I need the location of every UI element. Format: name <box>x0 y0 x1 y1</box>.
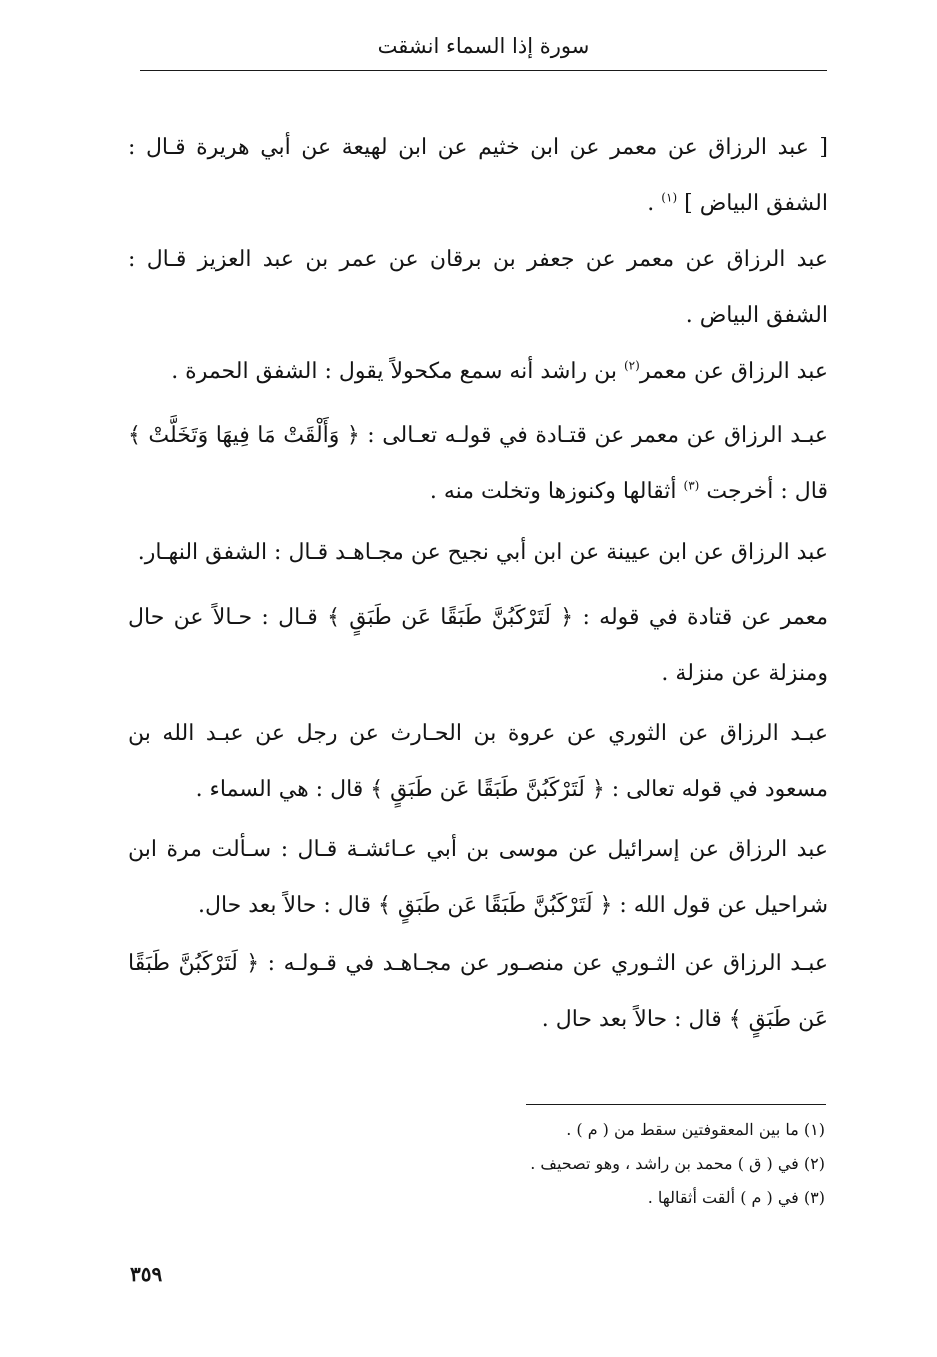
paragraph-8 <box>128 822 828 934</box>
header-divider <box>140 70 827 71</box>
footnote-divider <box>526 1104 826 1105</box>
paragraph-tail: . <box>647 191 662 216</box>
paragraph-6 <box>128 590 828 702</box>
paragraph-text: عبد الرزاق عن إسرائيل عن موسى بن أبي عـائشـة قـال : سـألت مرة ابن شراحيل عن قول الله : ﴿ لَتَرْكَبُنَّ طَبَقًا عَن طَبَقٍ ﴾ قال : حالاً بعد حال. <box>128 837 828 918</box>
paragraph-text: عبـد الرزاق عن الثـوري عن منصـور عن مجـاهـد في قـولـه : ﴿ لَتَرْكَبُنَّ طَبَقًا عَن طَبَقٍ ﴾ قال : حالاً بعد حال . <box>128 951 828 1032</box>
paragraph-7 <box>128 706 828 818</box>
footnote-ref: (٢) <box>623 358 640 373</box>
paragraph-text: عبد الرزاق عن معمر <box>639 359 828 384</box>
paragraph-text: [ عبد الرزاق عن معمر عن ابن خثيم عن ابن لهيعة عن أبي هريرة قـال : الشفق البياض ] <box>128 135 828 216</box>
paragraph-3 <box>128 344 828 400</box>
paragraph-4 <box>128 408 828 520</box>
paragraph-tail: أثقالها وكنوزها وتخلت منه . <box>429 479 684 504</box>
paragraph-tail: بن راشد أنه سمع مكحولاً يقول : الشفق الحمرة . <box>171 359 624 384</box>
paragraph-text: عبـد الرزاق عن الثوري عن عروة بن الحـارث عن رجل عن عبـد الله بن مسعود في قوله تعالى : ﴿ لَتَرْكَبُنَّ طَبَقًا عَن طَبَقٍ ﴾ قال : هي السماء . <box>128 721 828 802</box>
footnote-3: (٣) في ( م ) ألقت أثقالها . <box>647 1188 825 1207</box>
page-header-title: سورة إذا السماء انشقت <box>377 34 590 58</box>
paragraph-text: عبد الرزاق عن ابن عيينة عن ابن أبي نجيح عن مجـاهـد قـال : الشفق النهـار. <box>137 540 828 565</box>
paragraph-5 <box>128 525 828 581</box>
footnote-1: (١) ما بين المعقوفتين سقط من ( م ) . <box>566 1120 825 1139</box>
page-number: ٣٥٩ <box>130 1262 163 1286</box>
paragraph-text: عبد الرزاق عن معمر عن جعفر بن برقان عن عمر بن عبد العزيز قـال : الشفق البياض . <box>128 247 828 328</box>
footnote-ref: (١) <box>661 190 678 205</box>
paragraph-9 <box>128 936 828 1048</box>
paragraph-2 <box>128 232 828 344</box>
paragraph-text: معمر عن قتادة في قوله : ﴿ لَتَرْكَبُنَّ طَبَقًا عَن طَبَقٍ ﴾ قـال : حـالاً عن حال ومنزلة عن منزلة . <box>128 605 828 686</box>
paragraph-1 <box>128 120 828 232</box>
footnote-ref: (٣) <box>683 478 700 493</box>
paragraph-text: عبـد الرزاق عن معمر عن قتـادة في قولـه تعـالى : ﴿ وَأَلْقَتْ مَا فِيهَا وَتَخَلَّتْ ﴾ قال : أخرجت <box>128 423 828 504</box>
footnote-2: (٢) في ( ق ) محمد بن راشد ، وهو تصحيف . <box>530 1154 825 1173</box>
